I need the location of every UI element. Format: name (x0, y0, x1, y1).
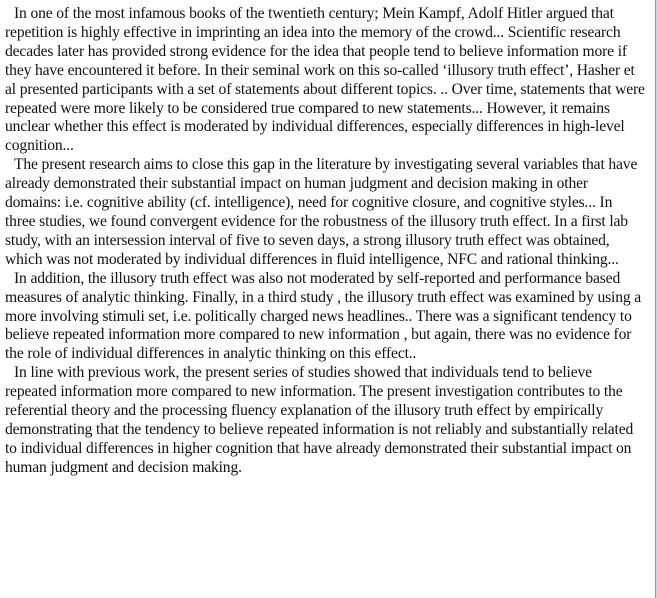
paragraph-3: In addition, the illusory truth effect was also not moderated by self-reported and performance based measures of analytic thinking. Finally, in a third study , the illusory truth effect was examined by using a more involving stimuli set, i.e. politically charged news headlines.. There was a significant tendency to believe repeated information more compared to new information , but again, there was no evidence for the role of individual differences in analytic thinking on this effect.. (5, 269, 642, 363)
paragraph-1: In one of the most infamous books of the twentieth century; Mein Kampf, Adolf Hitler argued that repetition is highly effective in imprinting an idea into the memory of the crowd... Scientific research decades later has provided strong evidence for the idea that people tend to believe information more if they have encountered it before. In their seminal work on this so-called ‘illusory truth effect’, Hasher et al presented participants with a set of statements about different topics. .. Over time, statements that were repeated were more likely to be considered true compared to new statements... However, it remains unclear whether this effect is moderated by individual differences, especially differences in high-level cognition... (5, 5, 645, 155)
paragraph-2: The present research aims to close this gap in the literature by investigating several variables that have already demonstrated their substantial impact on human judgment and decision making in other domains: i.e. cognitive ability (cf. intelligence), need for cognitive closure, and cognitive styles... In three studies, we found convergent evidence for the robustness of the illusory truth effect. In a first lab study, with an intersession interval of five to seven days, a strong illusory truth effect was obtained, which was not moderated by individual differences in fluid intelligence, NFC and rational thinking... (5, 156, 638, 268)
paragraph-4: In line with previous work, the present series of studies showed that individuals tend to believe repeated information more compared to new information. The present investigation contributes to the referential theory and the processing fluency explanation of the illusory truth effect by empirically demonstrating that the tendency to believe repeated information is not reliably and substantially related to individual differences in higher cognition that have already demonstrated their substantial impact on human judgment and decision making. (5, 364, 634, 476)
document-body (5, 5, 646, 478)
